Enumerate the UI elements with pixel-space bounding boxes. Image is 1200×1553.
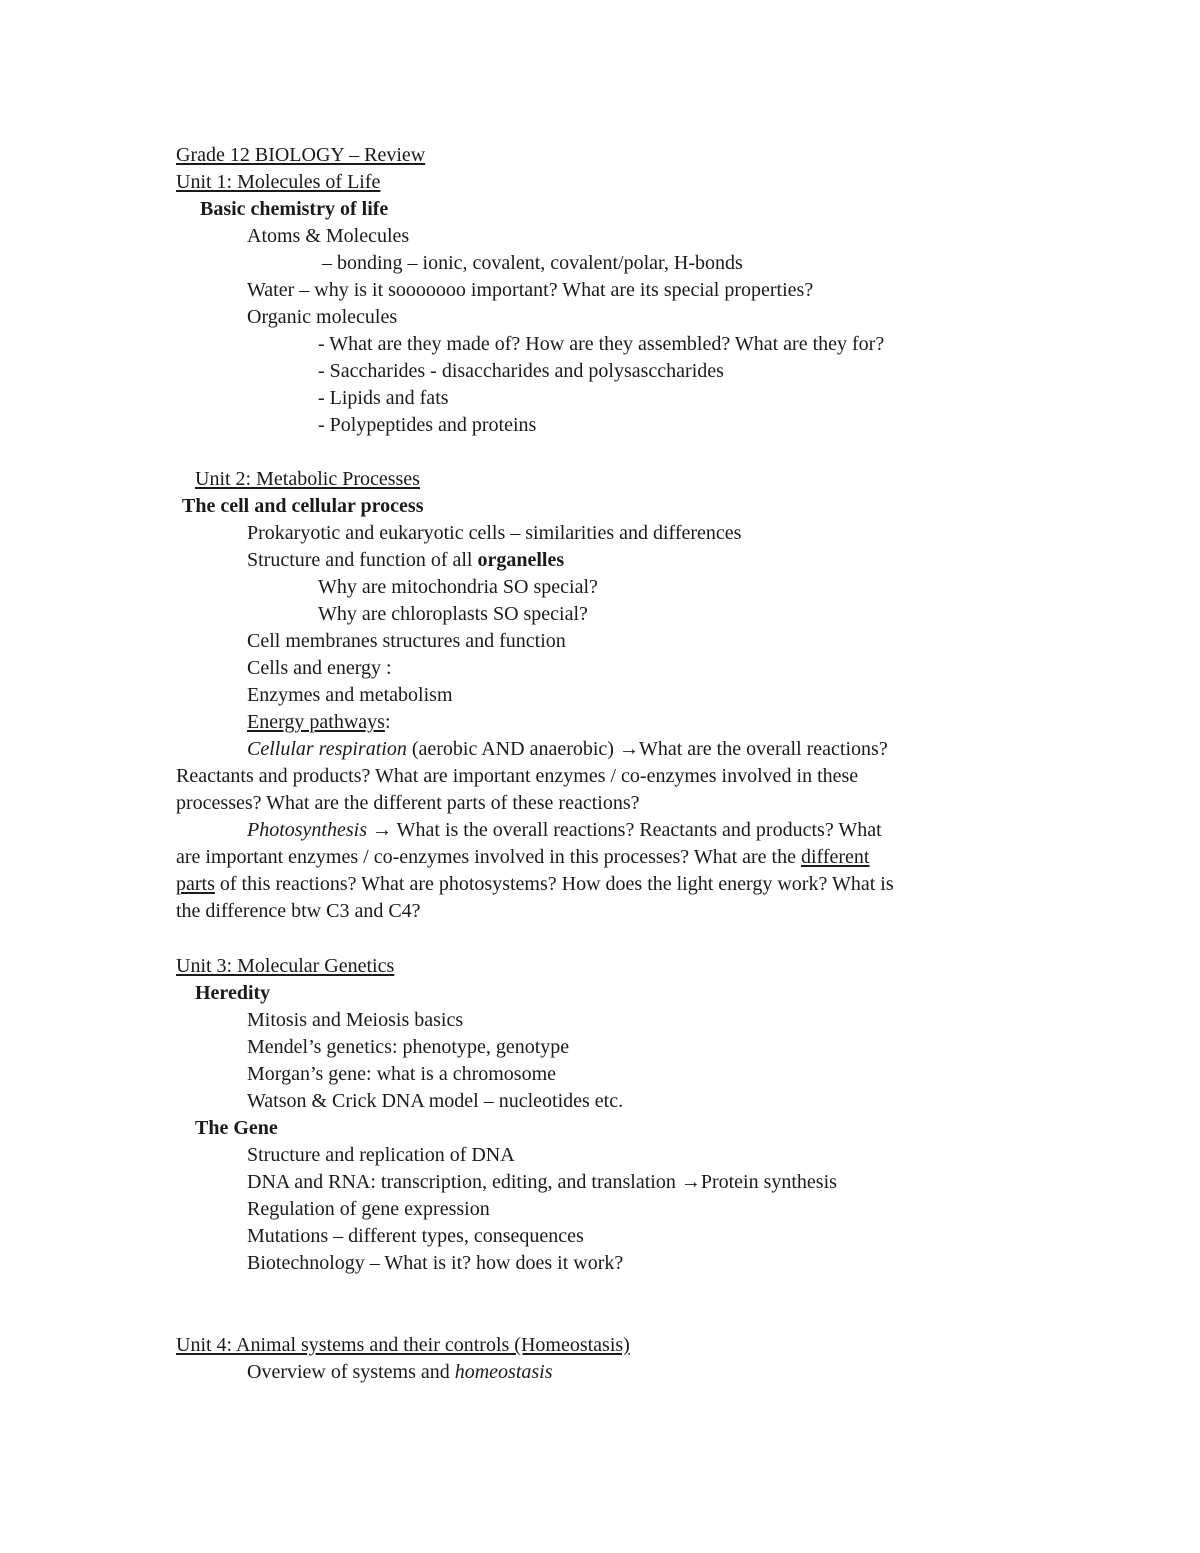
heredity-item: Watson & Crick DNA model – nucleotides etc. (247, 1090, 624, 1112)
respiration-term: Cellular respiration (247, 738, 407, 760)
unit2-photosynthesis-line4: the difference btw C3 and C4? (176, 900, 421, 922)
unit2-chloroplasts: Why are chloroplasts SO special? (318, 603, 588, 625)
respiration-text: (aerobic AND anaerobic) →What are the overall reactions? (406, 738, 888, 760)
different-term: different (800, 846, 870, 868)
photosynthesis-text: → What is the overall reactions? Reactants and products? What (367, 819, 882, 841)
unit2-heading: Unit 2: Metabolic Processes (195, 468, 420, 490)
unit2-section: The cell and cellular process (182, 495, 424, 517)
photosynthesis-line3-text: of this reactions? What are photosystems? How does the light energy work? What is (214, 873, 894, 895)
unit1-section: Basic chemistry of life (200, 198, 389, 220)
unit2-respiration-line2: Reactants and products? What are important enzymes / co-enzymes involved in these (176, 765, 859, 787)
unit1-water: Water – why is it sooooooo important? What are its special properties? (247, 279, 814, 301)
structure-text: Structure and function of all (247, 549, 478, 571)
unit3-gene: The Gene (195, 1117, 278, 1139)
heredity-item: Morgan’s gene: what is a chromosome (247, 1063, 557, 1085)
unit3-heredity: Heredity (195, 982, 271, 1004)
pathways-colon: : (384, 711, 391, 733)
unit1-organic-item: - Lipids and fats (318, 387, 449, 409)
gene-item: Structure and replication of DNA (247, 1144, 515, 1166)
unit2-energy: Cells and energy : (247, 657, 392, 679)
unit4-overview (247, 1359, 553, 1386)
unit2-mitochondria: Why are mitochondria SO special? (318, 576, 598, 598)
unit1-bonding: – bonding – ionic, covalent, covalent/polar, H-bonds (322, 252, 743, 274)
gene-item: DNA and RNA: transcription, editing, and translation →Protein synthesis (247, 1171, 837, 1193)
pathways-term: Energy pathways (247, 711, 385, 733)
unit4-heading: Unit 4: Animal systems and their controls (Homeostasis) (176, 1334, 630, 1356)
unit3-heading: Unit 3: Molecular Genetics (176, 955, 395, 977)
gene-item: Mutations – different types, consequences (247, 1225, 584, 1247)
overview-text: Overview of systems and (247, 1361, 455, 1383)
heredity-item: Mendel’s genetics: phenotype, genotype (247, 1036, 570, 1058)
heredity-item: Mitosis and Meiosis basics (247, 1009, 464, 1031)
photosynthesis-term: Photosynthesis (247, 819, 367, 841)
gene-item: Regulation of gene expression (247, 1198, 490, 1220)
unit2-prokaryotic: Prokaryotic and eukaryotic cells – similarities and differences (247, 522, 742, 544)
unit2-respiration-line3: processes? What are the different parts of these reactions? (176, 792, 640, 814)
unit1-atoms: Atoms & Molecules (247, 225, 410, 247)
unit2-respiration (247, 736, 888, 763)
gene-item: Biotechnology – What is it? how does it work? (247, 1252, 624, 1274)
homeostasis-term: homeostasis (454, 1361, 553, 1383)
document-title: Grade 12 BIOLOGY – Review (176, 144, 426, 166)
unit1-organic: Organic molecules (247, 306, 398, 328)
unit2-structure (247, 547, 564, 574)
unit2-membranes: Cell membranes structures and function (247, 630, 566, 652)
organelles-term: organelles (477, 549, 565, 571)
unit1-organic-item: - Polypeptides and proteins (318, 414, 537, 436)
unit2-photosynthesis-line2 (176, 844, 869, 871)
unit2-pathways (247, 709, 391, 736)
unit1-heading: Unit 1: Molecules of Life (176, 171, 381, 193)
unit2-photosynthesis (247, 817, 882, 844)
unit2-photosynthesis-line3 (176, 871, 894, 898)
photosynthesis-line2-text: are important enzymes / co-enzymes involved in this processes? What are the (176, 846, 801, 868)
unit2-enzymes: Enzymes and metabolism (247, 684, 453, 706)
unit1-organic-item: - What are they made of? How are they assembled? What are they for? (318, 333, 885, 355)
unit1-organic-item: - Saccharides - disaccharides and polysasccharides (318, 360, 724, 382)
parts-term: parts (176, 873, 215, 895)
